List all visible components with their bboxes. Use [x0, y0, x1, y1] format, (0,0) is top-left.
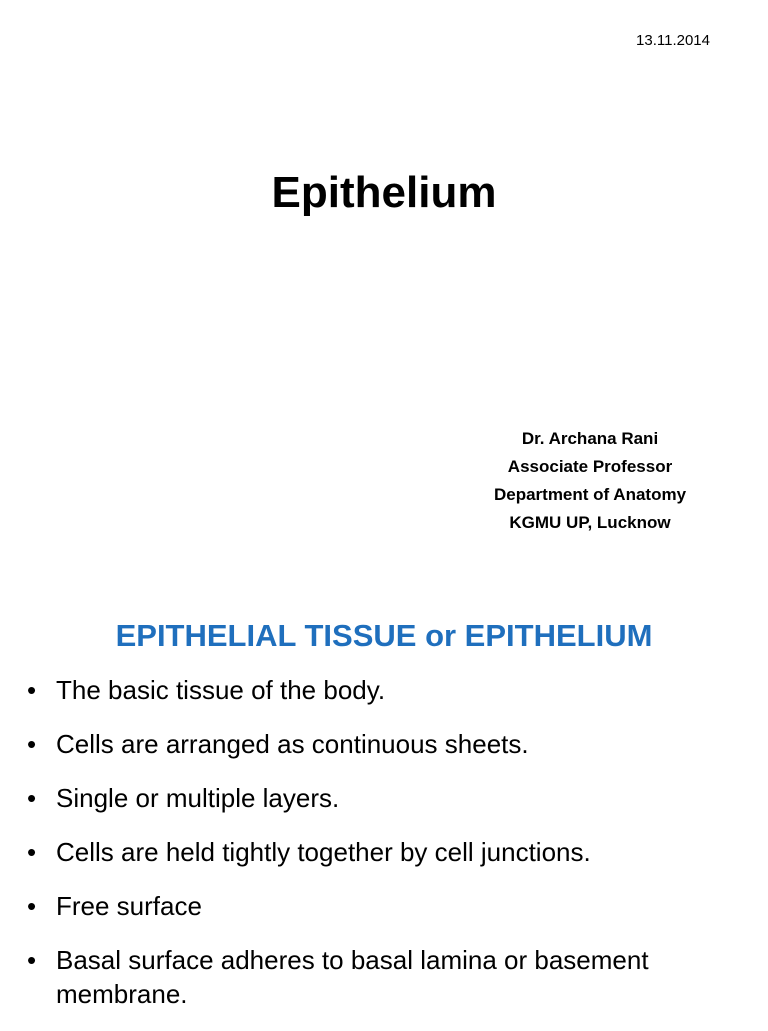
bullet-text: Single or multiple layers. — [56, 783, 340, 813]
section-heading: EPITHELIAL TISSUE or EPITHELIUM — [115, 618, 653, 653]
bullet-text: Basal surface adheres to basal lamina or basement membrane. — [56, 945, 649, 1009]
bullet-dot: • — [27, 891, 37, 921]
bullet-text: Cells are arranged as continuous sheets. — [56, 729, 529, 759]
bullet-dot: • — [27, 945, 37, 975]
author-name: Dr. Archana Rani — [521, 429, 659, 448]
author-department: Department of Anatomy — [493, 485, 687, 504]
author-institution: KGMU UP, Lucknow — [509, 513, 671, 532]
bullet-dot: • — [27, 783, 37, 813]
bullet-text: Cells are held tightly together by cell junctions. — [56, 837, 591, 867]
bullet-dot: • — [27, 675, 37, 705]
bullet-item — [0, 781, 768, 815]
author-position: Associate Professor — [507, 457, 673, 476]
slide-date: 13.11.2014 — [636, 32, 710, 49]
bullet-item — [0, 889, 768, 923]
bullet-text: Free surface — [56, 891, 202, 921]
author-block — [440, 425, 740, 537]
bullet-dot: • — [27, 729, 37, 759]
bullet-item — [0, 727, 768, 761]
bullet-item — [0, 835, 768, 869]
page-title: Epithelium — [271, 168, 497, 217]
bullet-text: The basic tissue of the body. — [56, 675, 386, 705]
bullet-dot: • — [27, 837, 37, 867]
bullet-item — [0, 673, 768, 707]
bullet-item — [0, 943, 768, 1011]
bullet-list — [0, 673, 768, 1031]
